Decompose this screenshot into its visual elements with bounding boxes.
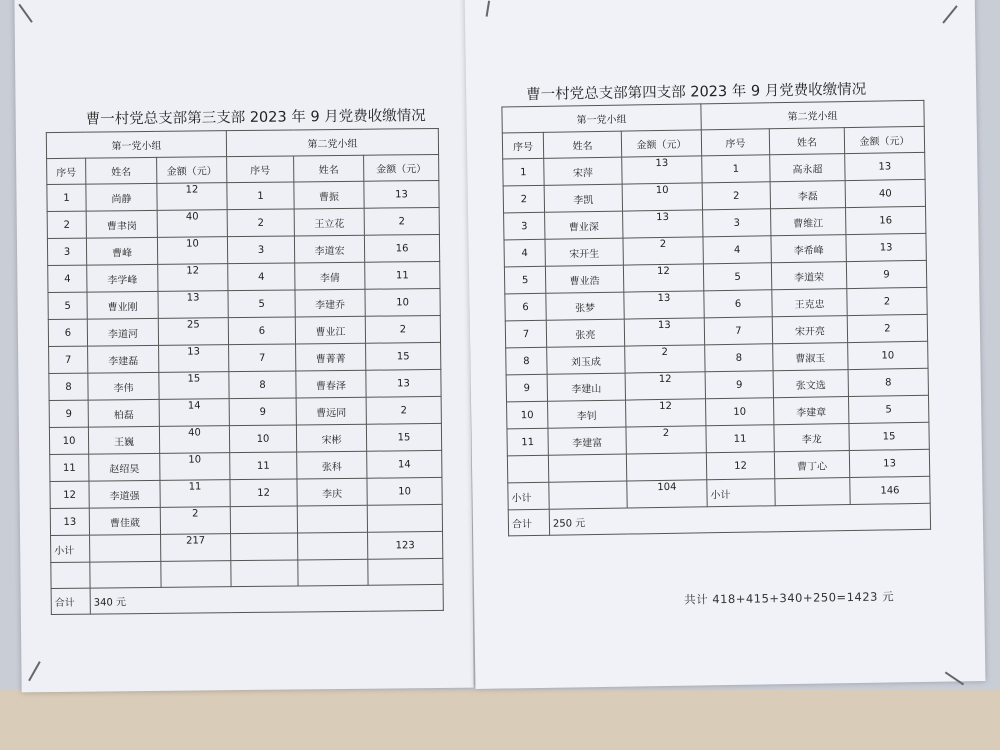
amount-cell xyxy=(367,504,442,532)
amount-cell: 11 xyxy=(365,261,440,289)
col-header-seq: 序号 xyxy=(227,156,294,183)
amount-cell: 40 xyxy=(159,426,229,454)
amount-cell: 14 xyxy=(367,450,442,478)
right-notice-sheet xyxy=(465,0,986,689)
amount-cell: 12 xyxy=(157,183,227,211)
right-sheet-title: 曹一村党总支部第四支部 2023 年 9 月党费收缴情况 xyxy=(526,81,867,104)
pin-icon xyxy=(945,671,964,685)
seq-cell: 7 xyxy=(505,320,546,348)
seq-cell: 4 xyxy=(504,239,545,267)
name-cell: 张科 xyxy=(297,451,367,479)
table-row xyxy=(49,396,441,427)
seq-cell: 2 xyxy=(702,182,770,210)
seq-cell: 1 xyxy=(47,184,86,211)
amount-cell: 2 xyxy=(847,287,927,315)
amount-cell: 2 xyxy=(625,345,705,373)
amount-cell: 16 xyxy=(846,206,926,234)
total-value: 250 元 xyxy=(549,503,930,535)
pin-icon xyxy=(486,1,491,17)
seq-cell: 10 xyxy=(49,427,88,454)
name-cell: 王巍 xyxy=(88,426,159,454)
seq-cell: 6 xyxy=(228,317,295,345)
name-cell: 李建富 xyxy=(548,427,626,455)
name-cell: 李钊 xyxy=(548,400,626,428)
seq-cell: 11 xyxy=(706,425,774,453)
seq-cell: 3 xyxy=(703,209,771,237)
table-row xyxy=(48,315,440,346)
seq-cell: 5 xyxy=(703,263,771,291)
amount-cell: 12 xyxy=(158,264,228,292)
amount-cell: 13 xyxy=(846,233,926,261)
col-header-seq: 序号 xyxy=(47,158,86,184)
name-cell: 宋彬 xyxy=(296,424,366,452)
amount-cell: 13 xyxy=(624,291,704,319)
amount-cell: 12 xyxy=(623,264,703,292)
col-header-amount: 金额（元） xyxy=(364,154,439,181)
total-label: 合计 xyxy=(51,588,90,614)
seq-cell: 8 xyxy=(506,347,547,375)
amount-cell: 15 xyxy=(366,342,441,370)
amount-cell: 5 xyxy=(848,395,928,423)
name-cell: 曹丁心 xyxy=(774,451,849,479)
table-row xyxy=(49,423,441,454)
name-cell: 李倩 xyxy=(295,262,365,290)
pin-icon xyxy=(18,4,32,23)
name-cell: 李建磊 xyxy=(88,345,159,373)
amount-cell: 10 xyxy=(848,341,928,369)
amount-cell: 13 xyxy=(622,156,702,184)
col-header-name: 姓名 xyxy=(294,155,364,182)
amount-cell: 10 xyxy=(157,237,227,265)
name-cell: 柏磊 xyxy=(88,399,159,427)
seq-cell: 7 xyxy=(704,317,772,345)
subtotal-group1: 104 xyxy=(627,480,707,508)
name-cell: 曹远同 xyxy=(296,397,366,425)
name-cell: 张梦 xyxy=(546,292,624,320)
seq-cell: 10 xyxy=(507,401,548,429)
seq-cell: 3 xyxy=(47,238,86,265)
name-cell: 曹业深 xyxy=(545,211,623,239)
name-cell: 李建章 xyxy=(773,397,848,425)
name-cell: 李庆 xyxy=(297,478,367,506)
seq-cell: 4 xyxy=(703,236,771,264)
seq-cell: 6 xyxy=(704,290,772,318)
seq-cell: 7 xyxy=(229,344,296,372)
amount-cell: 2 xyxy=(623,237,703,265)
amount-cell: 10 xyxy=(160,453,230,481)
subtotal-label: 小计 xyxy=(51,535,90,562)
name-cell: 李伟 xyxy=(88,372,159,400)
left-sheet-title: 曹一村党总支部第三支部 2023 年 9 月党费收缴情况 xyxy=(85,108,426,128)
seq-cell: 1 xyxy=(503,158,544,186)
left-notice-sheet xyxy=(14,0,473,692)
seq-cell: 12 xyxy=(706,452,774,480)
table-row xyxy=(50,477,442,508)
name-cell: 张亮 xyxy=(546,319,624,347)
name-cell: 李凯 xyxy=(544,184,622,212)
seq-cell: 3 xyxy=(227,236,294,264)
col-header-name: 姓名 xyxy=(86,157,157,184)
amount-cell: 13 xyxy=(623,210,703,238)
amount-cell: 13 xyxy=(159,345,229,373)
seq-cell: 6 xyxy=(48,319,87,346)
table-row xyxy=(47,234,439,265)
name-cell: 李道强 xyxy=(89,480,160,508)
subtotal-label: 小计 xyxy=(707,479,775,507)
col-header-seq: 序号 xyxy=(701,129,769,156)
name-cell: 曹菁菁 xyxy=(296,343,366,371)
name-cell: 曹维江 xyxy=(771,208,846,236)
group2-header: 第二党小组 xyxy=(701,100,924,129)
amount-cell: 2 xyxy=(160,507,230,535)
amount-cell: 13 xyxy=(364,180,439,208)
name-cell: 曹聿岗 xyxy=(86,210,157,238)
amount-cell: 15 xyxy=(159,372,229,400)
name-cell xyxy=(297,505,367,533)
subtotal-group1: 217 xyxy=(161,534,231,562)
seq-cell: 10 xyxy=(705,398,773,426)
background-floor xyxy=(0,690,1000,750)
amount-cell xyxy=(626,453,706,481)
amount-cell: 8 xyxy=(848,368,928,396)
seq-cell: 9 xyxy=(229,398,296,426)
subtotal-label: 小计 xyxy=(508,482,549,510)
name-cell: 李磊 xyxy=(770,181,845,209)
seq-cell xyxy=(507,455,548,483)
amount-cell: 10 xyxy=(622,183,702,211)
seq-cell: 11 xyxy=(230,452,297,480)
subtotal-group2: 146 xyxy=(850,476,930,504)
col-header-amount: 金额（元） xyxy=(844,126,924,153)
seq-cell: 7 xyxy=(49,346,88,373)
name-cell: 宋开生 xyxy=(545,238,623,266)
name-cell: 曹峰 xyxy=(86,237,157,265)
name-cell: 李希峰 xyxy=(771,235,846,263)
amount-cell: 15 xyxy=(366,423,441,451)
amount-cell: 13 xyxy=(366,369,441,397)
amount-cell: 12 xyxy=(625,372,705,400)
seq-cell: 10 xyxy=(229,425,296,453)
pin-icon xyxy=(28,661,41,681)
amount-cell: 40 xyxy=(845,179,925,207)
seq-cell: 9 xyxy=(705,371,773,399)
amount-cell: 2 xyxy=(366,396,441,424)
amount-cell: 12 xyxy=(626,399,706,427)
seq-cell: 1 xyxy=(702,155,770,183)
seq-cell: 5 xyxy=(48,292,87,319)
table-row xyxy=(48,288,440,319)
amount-cell: 11 xyxy=(160,480,230,508)
seq-cell: 6 xyxy=(505,293,546,321)
name-cell: 李道荣 xyxy=(771,262,846,290)
col-header-amount: 金额（元） xyxy=(157,157,227,184)
col-header-name: 姓名 xyxy=(769,128,844,155)
seq-cell: 4 xyxy=(48,265,87,292)
amount-cell: 10 xyxy=(367,477,442,505)
seq-cell: 12 xyxy=(50,481,89,508)
amount-cell: 2 xyxy=(847,314,927,342)
name-cell: 李学峰 xyxy=(87,264,158,292)
col-header-amount: 金额（元） xyxy=(621,130,701,157)
seq-cell: 2 xyxy=(47,211,86,238)
name-cell: 李道河 xyxy=(87,318,158,346)
total-label: 合计 xyxy=(508,509,549,536)
amount-cell: 13 xyxy=(624,318,704,346)
seq-cell xyxy=(230,506,297,534)
name-cell: 曹业浩 xyxy=(545,265,623,293)
amount-cell: 14 xyxy=(159,399,229,427)
seq-cell: 8 xyxy=(229,371,296,399)
name-cell: 赵绍昊 xyxy=(89,453,160,481)
group1-header: 第一党小组 xyxy=(502,104,701,133)
name-cell: 李建乔 xyxy=(295,289,365,317)
name-cell: 曹淑玉 xyxy=(773,343,848,371)
amount-cell: 13 xyxy=(845,152,925,180)
table-row xyxy=(47,180,439,211)
amount-cell: 9 xyxy=(846,260,926,288)
seq-cell: 5 xyxy=(228,290,295,318)
amount-cell: 2 xyxy=(365,315,440,343)
table-row xyxy=(49,369,441,400)
right-dues-table xyxy=(501,100,931,537)
table-row xyxy=(47,207,439,238)
subtotal-group2: 123 xyxy=(368,531,443,559)
seq-cell: 13 xyxy=(50,508,89,535)
name-cell: 高永超 xyxy=(770,154,845,182)
amount-cell: 16 xyxy=(364,234,439,262)
amount-cell: 13 xyxy=(158,291,228,319)
name-cell: 李龙 xyxy=(774,424,849,452)
name-cell: 曹业刚 xyxy=(87,291,158,319)
seq-cell: 11 xyxy=(50,454,89,481)
name-cell: 曹振 xyxy=(294,181,364,209)
seq-cell: 8 xyxy=(705,344,773,372)
table-row xyxy=(50,450,442,481)
seq-cell: 8 xyxy=(49,373,88,400)
amount-cell: 10 xyxy=(365,288,440,316)
seq-cell: 2 xyxy=(503,185,544,213)
seq-cell: 2 xyxy=(227,209,294,237)
table-row xyxy=(50,504,442,535)
name-cell xyxy=(548,454,626,482)
left-dues-table xyxy=(46,128,444,615)
name-cell: 张文选 xyxy=(773,370,848,398)
name-cell: 宋开亮 xyxy=(772,316,847,344)
group2-header: 第二党小组 xyxy=(226,128,438,156)
amount-cell: 15 xyxy=(849,422,929,450)
name-cell: 刘玉成 xyxy=(547,346,625,374)
name-cell: 王立花 xyxy=(294,208,364,236)
seq-cell: 1 xyxy=(227,182,294,210)
table-row xyxy=(48,261,440,292)
seq-cell: 12 xyxy=(230,479,297,507)
total-value: 340 元 xyxy=(90,584,443,614)
amount-cell: 40 xyxy=(157,210,227,238)
amount-cell: 25 xyxy=(158,318,228,346)
table-row xyxy=(49,342,441,373)
name-cell: 尚静 xyxy=(86,183,157,211)
name-cell: 李道宏 xyxy=(294,235,364,263)
pin-icon xyxy=(942,5,957,23)
name-cell: 曹业江 xyxy=(295,316,365,344)
col-header-seq: 序号 xyxy=(502,132,543,159)
name-cell: 王克忠 xyxy=(772,289,847,317)
amount-cell: 2 xyxy=(364,207,439,235)
amount-cell: 2 xyxy=(626,426,706,454)
seq-cell: 11 xyxy=(507,428,548,456)
name-cell: 曹春泽 xyxy=(296,370,366,398)
name-cell: 李建山 xyxy=(547,373,625,401)
name-cell: 曹佳葳 xyxy=(89,507,160,535)
col-header-name: 姓名 xyxy=(543,131,621,158)
name-cell: 宋萍 xyxy=(544,157,622,185)
seq-cell: 3 xyxy=(504,212,545,240)
grand-total: 共计 418+415+340+250=1423 元 xyxy=(684,589,895,607)
seq-cell: 4 xyxy=(228,263,295,291)
seq-cell: 9 xyxy=(506,374,547,402)
amount-cell: 13 xyxy=(849,449,929,477)
seq-cell: 5 xyxy=(504,266,545,294)
seq-cell: 9 xyxy=(49,400,88,427)
group1-header: 第一党小组 xyxy=(46,131,226,159)
